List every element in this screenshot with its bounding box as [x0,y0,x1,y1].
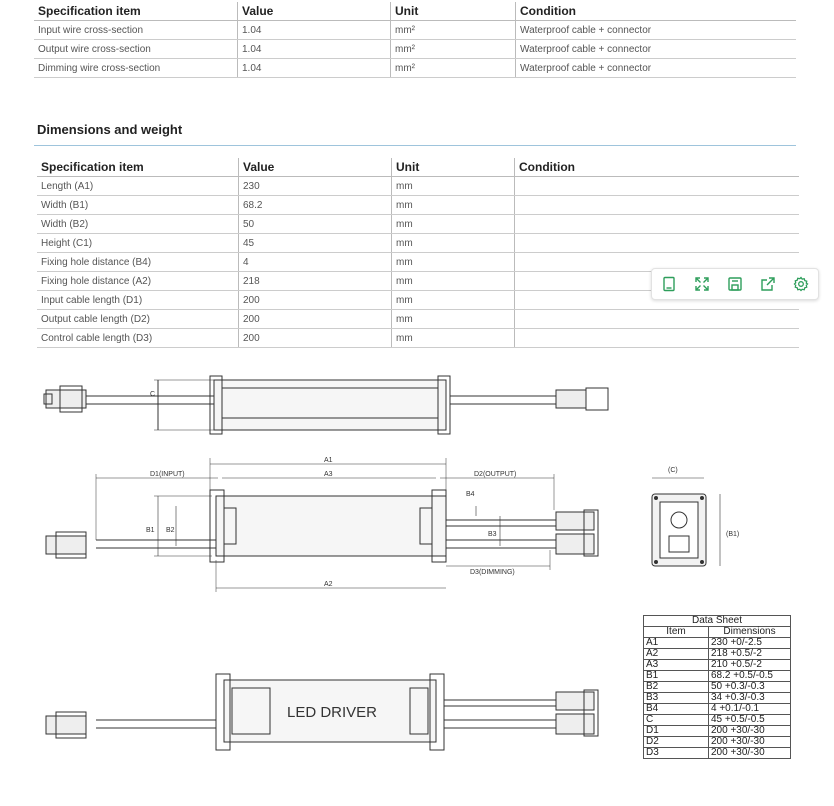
table-cell: 218 +0.5/-2 [709,649,791,660]
table-row [644,693,791,704]
table-cell: Waterproof cable + connector [516,59,797,78]
label-a3: A3 [324,471,333,478]
table-cell [515,215,800,234]
table-cell: Fixing hole distance (B4) [37,253,239,272]
column-header: Specification item [37,158,239,177]
top-view [44,376,608,434]
column-header: Unit [391,2,516,21]
table-row [644,704,791,715]
data-sheet-table [643,615,791,759]
side-view [652,478,720,566]
table-cell: B2 [644,682,709,693]
table-cell: D2 [644,737,709,748]
table-cell: Input cable length (D1) [37,291,239,310]
table-cell: A2 [644,649,709,660]
table-row [644,671,791,682]
table-row [644,660,791,671]
table-cell: 200 +30/-30 [709,748,791,759]
table-cell: 230 [239,177,392,196]
label-b3: B3 [488,531,497,538]
table-cell: 68.2 [239,196,392,215]
table-cell: 34 +0.3/-0.3 [709,693,791,704]
table-row [34,40,796,59]
table-cell: mm² [391,59,516,78]
table-cell: 50 +0.3/-0.3 [709,682,791,693]
table-header-row [34,2,796,21]
table-cell: Waterproof cable + connector [516,40,797,59]
column-header: Unit [392,158,515,177]
table-cell: mm [392,310,515,329]
table-cell: mm [392,291,515,310]
table-cell: 200 [239,291,392,310]
expand-icon[interactable] [691,273,713,295]
section-title: Dimensions and weight [37,122,183,137]
label-side-b1: (B1) [726,531,740,538]
table-cell: C [644,715,709,726]
dimensions-table [37,158,799,348]
table-cell: Output wire cross-section [34,40,238,59]
table-row [37,215,799,234]
table-cell [515,234,800,253]
table-cell: Input wire cross-section [34,21,238,40]
front-view [46,458,598,592]
document-icon[interactable] [658,273,680,295]
table-cell: D3 [644,748,709,759]
label-side-c: (C) [668,467,678,474]
table-cell: mm [392,329,515,348]
table-row [644,715,791,726]
table-cell: Width (B2) [37,215,239,234]
table-cell: A3 [644,660,709,671]
table-row [644,737,791,748]
table-cell: A1 [644,638,709,649]
table-cell: 1.04 [238,40,391,59]
table-cell: 45 +0.5/-0.5 [709,715,791,726]
table-cell: B4 [644,704,709,715]
label-d2: D2(OUTPUT) [474,471,517,478]
table-cell: Control cable length (D3) [37,329,239,348]
label-d3: D3(DIMMING) [470,569,515,576]
share-icon[interactable] [757,273,779,295]
section-divider [34,145,796,146]
table-row [644,682,791,693]
table-row [37,310,799,329]
table-cell: 218 [239,272,392,291]
label-d1: D1(INPUT) [150,471,185,478]
table-cell: 200 +30/-30 [709,726,791,737]
table-cell: mm [392,253,515,272]
cable-spec-table [34,2,796,78]
led-driver-label: LED DRIVER [286,704,378,721]
table-cell: Waterproof cable + connector [516,21,797,40]
table-cell: 4 +0.1/-0.1 [709,704,791,715]
table-row [644,638,791,649]
table-cell: mm² [391,21,516,40]
table-row [37,196,799,215]
table-row [644,649,791,660]
floating-toolbar [651,268,819,300]
table-cell [515,310,800,329]
table-cell: 200 [239,310,392,329]
label-b2: B2 [166,527,175,534]
table-cell [515,177,800,196]
table-row [34,21,796,40]
table-cell: 4 [239,253,392,272]
table-cell: 230 +0/-2.5 [709,638,791,649]
settings-icon[interactable] [790,273,812,295]
data-sheet-title: Data Sheet [644,616,791,627]
table-cell: mm [392,234,515,253]
table-row [644,748,791,759]
table-cell: B1 [644,671,709,682]
table-cell: Dimming wire cross-section [34,59,238,78]
table-row [37,177,799,196]
column-header: Condition [515,158,800,177]
label-b1: B1 [146,527,155,534]
table-cell: 1.04 [238,59,391,78]
data-sheet-header-row [644,627,791,638]
table-cell: 1.04 [238,21,391,40]
table-row [34,59,796,78]
label-b4: B4 [466,491,475,498]
label-c: C [150,391,156,398]
column-header: Dimensions [709,627,791,638]
table-cell: 210 +0.5/-2 [709,660,791,671]
table-cell: 200 +30/-30 [709,737,791,748]
table-row [37,234,799,253]
table-cell: 45 [239,234,392,253]
table-header-row [37,158,799,177]
table-cell: Height (C1) [37,234,239,253]
column-header: Specification item [34,2,238,21]
table-cell: mm [392,196,515,215]
column-header: Item [644,627,709,638]
table-cell: 50 [239,215,392,234]
save-icon[interactable] [724,273,746,295]
table-cell: 68.2 +0.5/-0.5 [709,671,791,682]
data-sheet-title-row [644,616,791,627]
column-header: Value [238,2,391,21]
table-cell: mm [392,177,515,196]
table-cell: 200 [239,329,392,348]
table-cell: mm [392,272,515,291]
label-a1: A1 [324,457,333,464]
table-cell: Length (A1) [37,177,239,196]
table-cell: D1 [644,726,709,737]
table-cell: mm² [391,40,516,59]
table-cell: Output cable length (D2) [37,310,239,329]
label-a2: A2 [324,581,333,588]
table-row [644,726,791,737]
column-header: Value [239,158,392,177]
table-cell: B3 [644,693,709,704]
table-cell: Fixing hole distance (A2) [37,272,239,291]
table-cell: Width (B1) [37,196,239,215]
table-cell [515,196,800,215]
table-cell: mm [392,215,515,234]
column-header: Condition [516,2,797,21]
table-row [37,329,799,348]
table-cell [515,329,800,348]
